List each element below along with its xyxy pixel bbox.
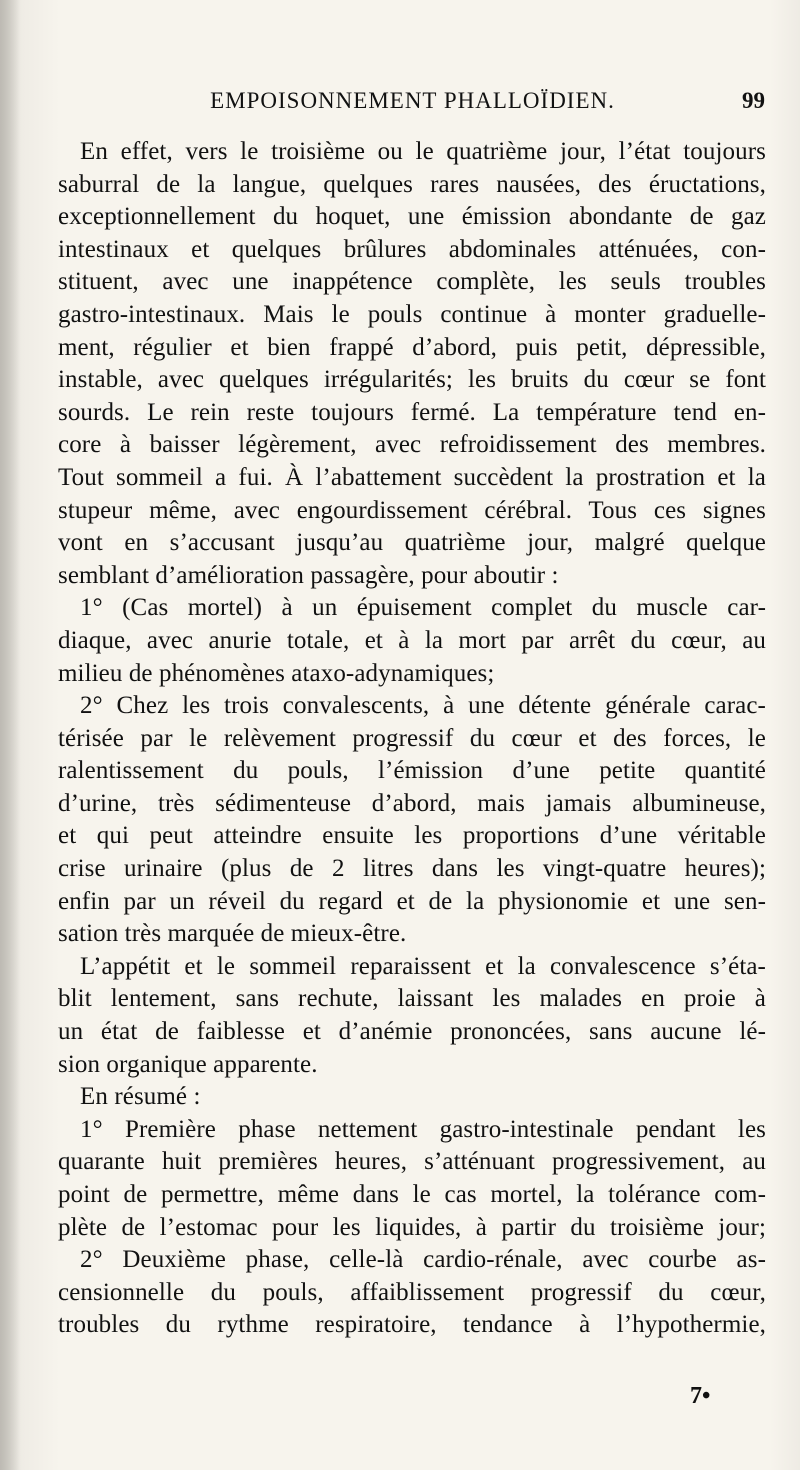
- text-line: gastro-intestinaux. Mais le pouls continue à monter graduelle-: [58, 300, 766, 328]
- body-text: [58, 136, 766, 1342]
- text-line: sation très marquée de mieux-être.: [58, 920, 407, 948]
- text-line: térisée par le relèvement progressif du cœur et des forces, le: [58, 724, 766, 752]
- text-line: ralentissement du pouls, l’émission d’une petite quantité: [58, 757, 766, 785]
- text-line: plète de l’estomac pour les liquides, à partir du troisième jour;: [58, 1213, 766, 1241]
- text-line: En résumé :: [80, 1083, 201, 1111]
- running-title: EMPOISONNEMENT PHALLOÏDIEN.: [210, 88, 615, 113]
- text-line: troubles du rythme respiratoire, tendance à l’hypothermie,: [58, 1311, 766, 1339]
- text-line: Tout sommeil a fui. À l’abattement succèdent la prostration et la: [58, 463, 766, 491]
- text-line: semblant d’amélioration passagère, pour aboutir :: [58, 561, 559, 589]
- text-line: sourds. Le rein reste toujours fermé. La température tend en-: [58, 398, 766, 426]
- text-line: saburral de la langue, quelques rares nausées, des éructations,: [58, 170, 766, 198]
- signature-mark: 7•: [690, 1383, 711, 1409]
- text-line: milieu de phénomènes ataxo-adynamiques;: [58, 659, 495, 687]
- text-line: enfin par un réveil du regard et de la physionomie et une sen-: [58, 887, 766, 915]
- text-line: exceptionnellement du hoquet, une émission abondante de gaz: [58, 203, 766, 231]
- text-line: instable, avec quelques irrégularités; les bruits du cœur se font: [58, 366, 766, 394]
- text-line: diaque, avec anurie totale, et à la mort par arrêt du cœur, au: [58, 626, 766, 654]
- text-line: L’appétit et le sommeil reparaissent et la convalescence s’éta-: [80, 952, 766, 980]
- text-line: 1° (Cas mortel) à un épuisement complet du muscle car-: [80, 594, 766, 622]
- text-line: core à baisser légèrement, avec refroidissement des membres.: [58, 431, 766, 459]
- text-line: crise urinaire (plus de 2 litres dans les vingt-quatre heures);: [58, 855, 766, 883]
- binding-shadow: [0, 0, 20, 1470]
- text-line: et qui peut atteindre ensuite les proportions d’une véritable: [58, 822, 766, 850]
- text-line: 2° Chez les trois convalescents, à une détente générale carac-: [80, 692, 766, 720]
- page-header: [60, 88, 765, 124]
- page-number: 99: [742, 88, 765, 113]
- text-line: intestinaux et quelques brûlures abdominales atténuées, con-: [58, 235, 766, 263]
- text-line: censionnelle du pouls, affaiblissement progressif du cœur,: [58, 1278, 766, 1306]
- text-line: blit lentement, sans rechute, laissant les malades en proie à: [58, 985, 766, 1013]
- text-line: sion organique apparente.: [58, 1050, 318, 1078]
- text-line: ment, régulier et bien frappé d’abord, puis petit, dépressible,: [58, 333, 766, 361]
- text-line: quarante huit premières heures, s’atténuant progressivement, au: [58, 1148, 766, 1176]
- text-line: En effet, vers le troisième ou le quatrième jour, l’état toujours: [80, 138, 766, 165]
- text-line: stupeur même, avec engourdissement cérébral. Tous ces signes: [58, 496, 766, 524]
- text-line: un état de faiblesse et d’anémie prononcées, sans aucune lé-: [58, 1018, 766, 1046]
- text-line: stituent, avec une inappétence complète, les seuls troubles: [58, 268, 766, 296]
- text-line: vont en s’accusant jusqu’au quatrième jour, malgré quelque: [58, 529, 766, 557]
- text-line: point de permettre, même dans le cas mortel, la tolérance com-: [58, 1181, 766, 1208]
- text-line: 1° Première phase nettement gastro-intestinale pendant les: [80, 1115, 766, 1143]
- text-line: d’urine, très sédimenteuse d’abord, mais jamais albumineuse,: [58, 789, 766, 817]
- text-line: 2° Deuxième phase, celle-là cardio-rénale, avec courbe as-: [80, 1246, 766, 1274]
